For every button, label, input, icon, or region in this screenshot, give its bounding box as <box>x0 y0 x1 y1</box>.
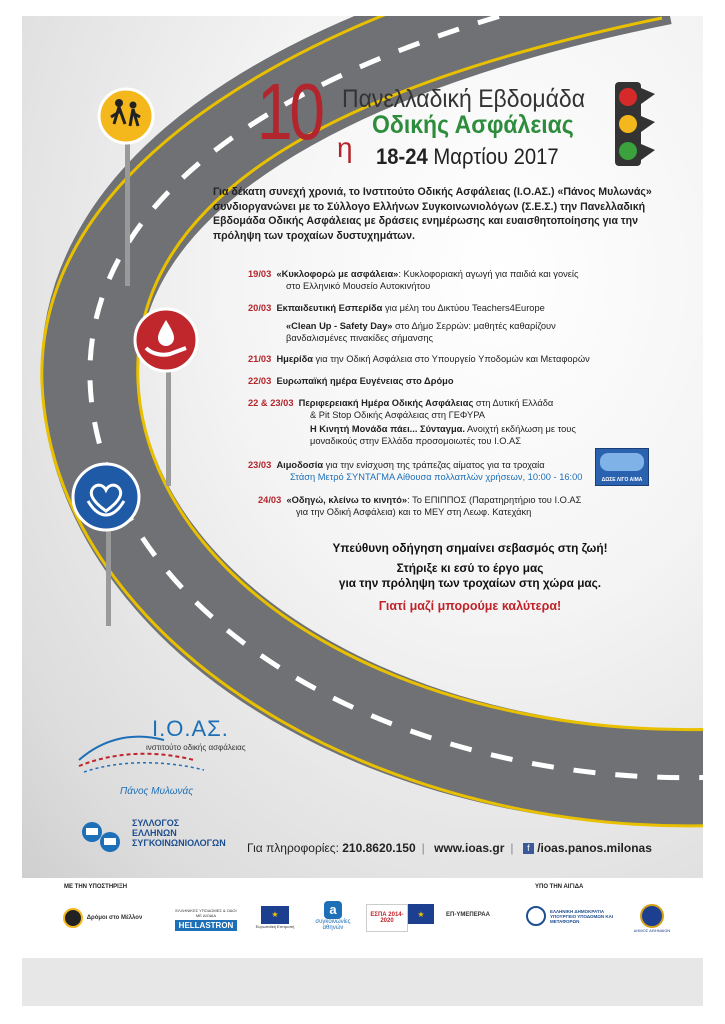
support-label: ΜΕ ΤΗΝ ΥΠΟΣΤΗΡΙΞΗ <box>64 884 128 890</box>
event-1903: 19/03 «Κυκλοφορώ με ασφάλεια»: Κυκλοφοριακή αγωγή για παιδιά και γονείς στο Ελληνικό Μουσείο Αυτοκινήτου <box>248 269 579 292</box>
event-2103: 21/03 Ημερίδα για την Οδική Ασφάλεια στο Υπουργείο Υποδομών και Μεταφορών <box>248 354 590 364</box>
aegis-label: ΥΠΟ ΤΗΝ ΑΙΓΙΔΑ <box>535 884 584 890</box>
slogan-line4: Γιατί μαζί μπορούμε καλύτερα! <box>378 599 562 613</box>
slogan-line3: για την πρόληψη των τροχαίων στη χώρα μας. <box>338 576 602 590</box>
ioas-signature: Πάνος Μυλωνάς <box>120 786 194 797</box>
ioas-abbr: Ι.Ο.ΑΣ. <box>152 716 229 741</box>
logo-dromoi: Δρόμοι στο Μέλλον <box>55 900 150 936</box>
contacts-row: Για πληροφορίες: 210.8620.150 | www.ioas.gr | f /ioas.panos.milonas <box>247 841 652 855</box>
eu-flag-icon: ★ <box>408 904 434 924</box>
slogan-line1: Υπεύθυνη οδήγηση σημαίνει σεβασμός στη ζωή! <box>332 541 608 555</box>
contacts-label: Για πληροφορίες: <box>247 841 339 855</box>
ioas-logo <box>74 716 254 806</box>
ses-line3: ΣΥΓΚΟΙΝΩΝΙΟΛΟΓΩΝ <box>132 838 226 848</box>
title-line2: Οδικής Ασφάλειας <box>372 111 574 139</box>
title-dates: 18-24 Μαρτίου 2017 <box>376 144 559 169</box>
event-2003-b: «Clean Up - Safety Day» στο Δήμο Σερρών: μαθητές καθαρίζουν βανδαλισμένες πινακίδες σήμανσης <box>286 321 556 344</box>
ses-line2: ΕΛΛΗΝΩΝ <box>132 828 177 838</box>
logo-espa: ΕΣΠΑ 2014-2020 <box>366 904 408 932</box>
blood-badge-text: ΔΩΣΕ ΛΙΓΟ ΑΙΜΑ <box>601 477 643 483</box>
logo-athens: ΔΗΜΟΣ ΑΘΗΝΑΙΩΝ <box>632 898 672 938</box>
event-2303-syntagma: Η Κινητή Μονάδα πάει... Σύνταγμα. Ανοιχτή εκδήλωση με τους μοναδικούς στην Ελλάδα προσομοιωτές του Ι.Ο.ΑΣ <box>310 424 576 447</box>
facebook-icon: f <box>523 843 534 854</box>
event-2203: 22/03 Ευρωπαϊκή ημέρα Ευγένειας στο Δρόμο <box>248 376 454 386</box>
athens-emblem-icon <box>640 904 664 928</box>
slogan-line2: Στήριξε κι εσύ το έργο μας <box>396 561 544 575</box>
ioas-subtitle: ινστιτούτο οδικής ασφάλειας <box>146 743 246 752</box>
logo-hellastron: ΕΛΛΗΝΙΚΕΣ ΥΠΟΔΟΜΕΣ & ΟΔΟΙ ΜΕ ΔΙΟΔΙΑ HELLASTRON <box>175 907 237 930</box>
intro-paragraph: Για δέκατη συνεχή χρονιά, το Ινστιτούτο Οδικής Ασφάλειας (Ι.Ο.ΑΣ.) «Πάνος Μυλωνάς» συνδιοργανώνει με το Σύλλογο Ελλήνων Συγκοινωνιολόγων (Σ.Ε.Σ.) την Πανελλαδική Εβδομάδα Οδικής Ασφάλειας με δράσεις ενημέρωσης και ευαισθητοποίησης για την πρόληψη των τροχαίων δυστυχημάτων. <box>213 186 652 242</box>
logo-oasa: a συγκοινωνίες αθηνών <box>315 902 351 931</box>
event-2223: 22 & 23/03 Περιφερειακή Ημέρα Οδικής Ασφάλειας στη Δυτική Ελλάδα & Pit Stop Οδικής Ασφάλειας στη ΓΕΦΥΡΑ <box>248 398 554 421</box>
edition-superscript: η <box>337 132 353 163</box>
event-2003: 20/03 Εκπαιδευτική Εσπερίδα για μέλη του Δικτύου Teachers4Europe <box>248 303 545 313</box>
logo-ministry: ΕΛΛΗΝΙΚΗ ΔΗΜΟΚΡΑΤΙΑ ΥΠΟΥΡΓΕΙΟ ΥΠΟΔΟΜΩΝ ΚΑΙ ΜΕΤΑΦΟΡΩΝ <box>526 898 626 934</box>
event-2303: 23/03 Αιμοδοσία για την ενίσχυση της τράπεζας αίματος για τα τροχαία Στάση Μετρό ΣΥΝΤΑΓΜΑ Αίθουσα πολλαπλών χρήσεων, 10:00 - 16:00 <box>248 460 583 483</box>
contacts-phone: 210.8620.150 <box>342 841 416 855</box>
bottom-strip <box>22 958 703 1006</box>
blood-donation-badge <box>595 448 649 486</box>
title-line1: Πανελλαδική Εβδομάδα <box>342 85 586 113</box>
contacts-facebook[interactable]: /ioas.panos.milonas <box>537 841 652 855</box>
logo-eu: ★ Ευρωπαϊκή Επιτροπή <box>253 900 297 934</box>
ses-logo <box>80 816 250 856</box>
ses-line1: ΣΥΛΛΟΓΟΣ <box>132 818 180 828</box>
contacts-web[interactable]: www.ioas.gr <box>434 841 505 855</box>
edition-number: 10 <box>257 67 322 156</box>
event-2403: 24/03 «Οδηγώ, κλείνω το κινητό»: Το ΕΠΙΠΠΟΣ (Παρατηρητήριο του Ι.Ο.ΑΣ για την Οδική Ασφάλεια) και το ΜΕΥ στη Λεωφ. Κατεχάκη <box>258 495 582 518</box>
logo-epymeperaa: ΕΠ-ΥΜΕΠΕΡΑΑ <box>446 912 490 918</box>
children-sign-icon <box>96 86 156 146</box>
traffic-light-icon <box>607 82 659 166</box>
blood-donation-sign-icon <box>132 306 200 374</box>
care-sign-icon <box>70 461 142 533</box>
ses-vehicles-icon <box>80 820 126 854</box>
greek-emblem-icon <box>526 906 546 926</box>
